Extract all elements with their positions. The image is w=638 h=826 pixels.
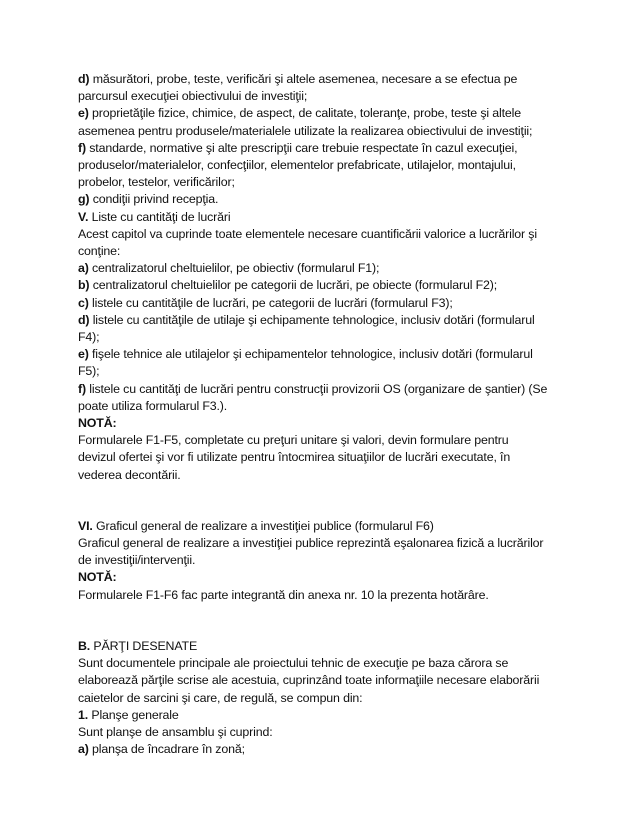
section-gap [78, 604, 578, 638]
chapter-vi-body-1: Graficul general de realizare a investiţiei publice reprezintă eşalonarea fizică a lucrărilor [78, 536, 544, 551]
chapter-v-item-f-1: f) listele cu cantităţi de lucrări pentru construcţii provizorii OS (organizare de şantier) (Se [78, 381, 548, 396]
chapter-v-item-f-2: poate utiliza formularul F3.). [78, 398, 228, 413]
part-b-sub1-line: Sunt planşe de ansamblu şi cuprind: [78, 724, 273, 739]
part-b-body-1: Sunt documentele principale ale proiectului tehnic de execuţie pe baza cărora se [78, 656, 509, 671]
chapter-v-item-b: b) centralizatorul cheltuielilor pe categorii de lucrări, pe obiecte (formularul F2); [78, 278, 498, 293]
chapter-v-item-e-2: F5); [78, 364, 100, 379]
part-b-body-3: caietelor de sarcini şi care, de regulă, se compun din: [78, 690, 363, 705]
chapter-v-intro-1: Acest capitol va cuprinde toate elementele necesare cuantificării valorice a lucrărilor şi [78, 226, 537, 241]
chapter-v-note-label: NOTĂ: [78, 416, 117, 431]
section-d-line-2: parcursul execuţiei obiectivului de investiţii; [78, 89, 308, 104]
chapter-v-item-c: c) listele cu cantităţile de lucrări, pe categorii de lucrări (formularul F3); [78, 295, 453, 310]
document-page [78, 71, 578, 758]
chapter-vi-heading: VI. Graficul general de realizare a investiţiei publice (formularul F6) [78, 518, 434, 533]
chapter-v-intro-2: conţine: [78, 244, 121, 259]
chapter-vi-note-label: NOTĂ: [78, 570, 117, 585]
chapter-vi-note-1: Formularele F1-F6 fac parte integrantă din anexa nr. 10 la prezenta hotărâre. [78, 587, 489, 602]
section-e-line-2: asemenea pentru produsele/materialele utilizate la realizarea obiectivului de investiţii; [78, 123, 533, 138]
chapter-v-note-2: devizul ofertei şi vor fi utilizate pentru întocmirea situaţiilor de lucrări executate, în [78, 450, 511, 465]
chapter-vi-body-2: de investiţii/intervenţii. [78, 553, 196, 568]
section-d-line-1: d) măsurători, probe, teste, verificări şi altele asemenea, necesare a se efectua pe [78, 72, 518, 86]
section-f-line-2: produselor/materialelor, confecţiilor, elementelor prefabricate, utilajelor, montajului, [78, 158, 516, 173]
chapter-v-note-3: vederea decontării. [78, 467, 181, 482]
chapter-v-item-d-1: d) listele cu cantităţile de utilaje şi echipamente tehnologice, inclusiv dotări (formularul [78, 312, 535, 327]
chapter-v-note-1: Formularele F1-F5, completate cu preţuri unitare şi valori, devin formulare pentru [78, 433, 509, 448]
section-g-line: g) condiţii privind recepţia. [78, 192, 219, 207]
part-b-sub1-heading: 1. Planşe generale [78, 707, 179, 722]
section-f-line-1: f) standarde, normative şi alte prescripţii care trebuie respectate în cazul execuţiei, [78, 140, 518, 155]
section-gap [78, 484, 578, 518]
part-b-heading: B. PĂRŢI DESENATE [78, 638, 198, 653]
section-f-line-3: probelor, testelor, verificărilor; [78, 175, 235, 190]
chapter-v-item-a: a) centralizatorul cheltuielilor, pe obiectiv (formularul F1); [78, 261, 380, 276]
part-b-item-a: a) planşa de încadrare în zonă; [78, 742, 245, 757]
chapter-v-heading: V. Liste cu cantităţi de lucrări [78, 209, 231, 224]
chapter-v-item-e-1: e) fişele tehnice ale utilajelor şi echipamentelor tehnologice, inclusiv dotări (formularul [78, 347, 533, 362]
part-b-body-2: elaborează părţile scrise ale acestuia, cuprinzând toate informaţiile necesare elaborării [78, 673, 540, 688]
section-e-line-1: e) proprietăţile fizice, chimice, de aspect, de calitate, toleranţe, probe, teste şi altele [78, 106, 521, 121]
chapter-v-item-d-2: F4); [78, 330, 100, 345]
